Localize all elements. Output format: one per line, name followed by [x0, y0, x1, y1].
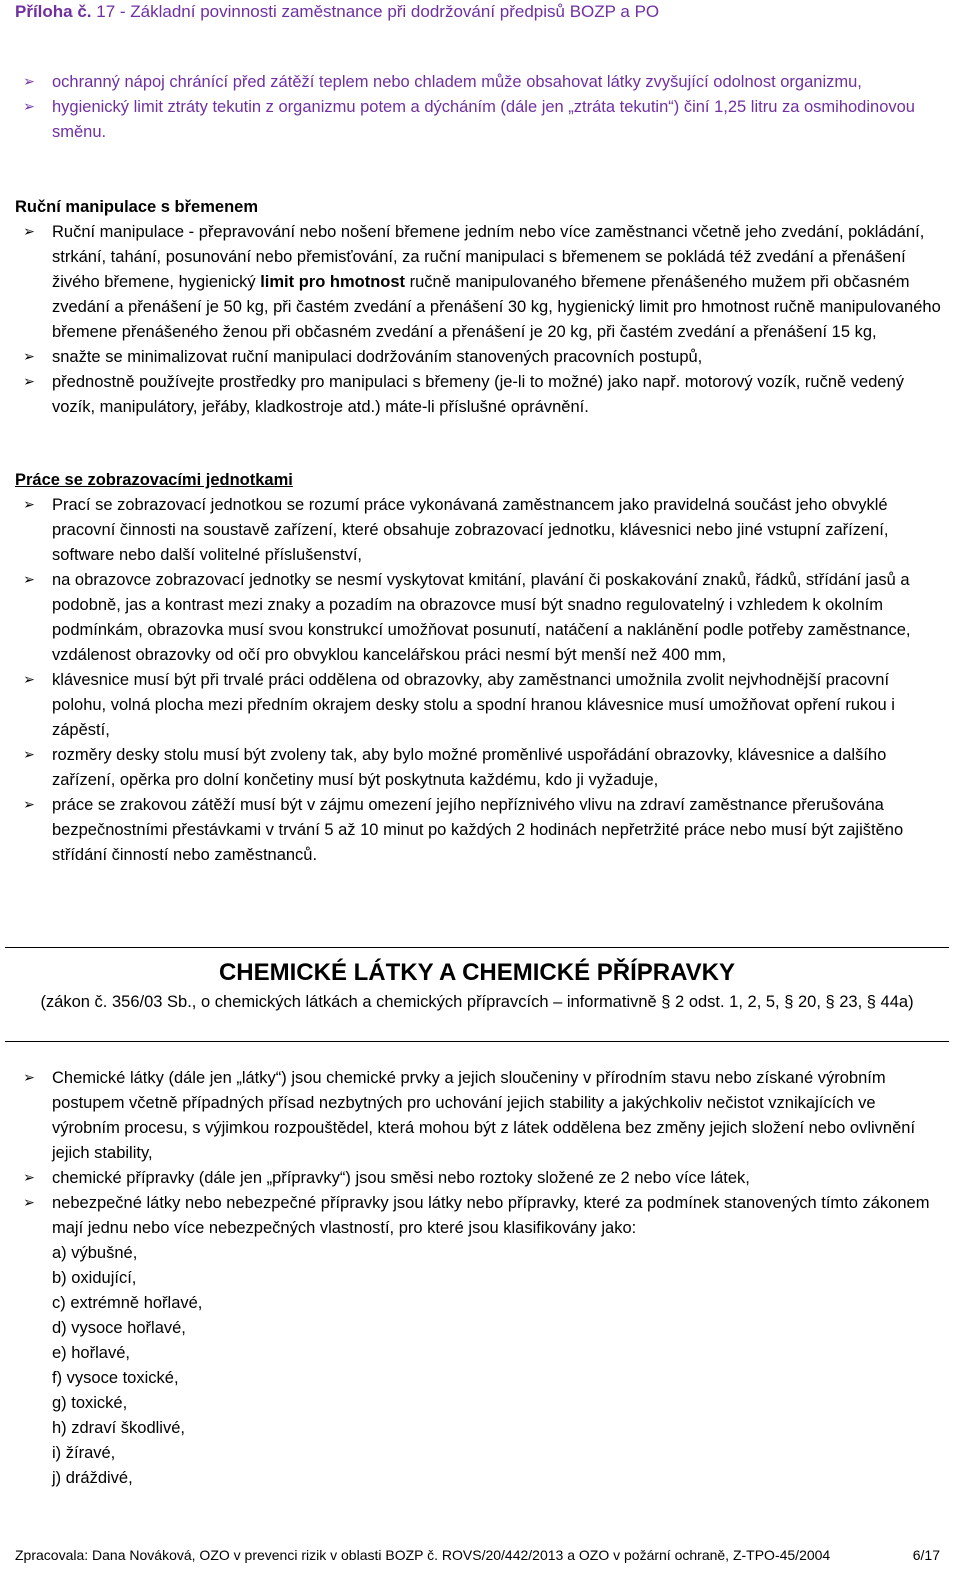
- arrow-bullet-icon: ➢: [23, 349, 35, 365]
- display-units-section: [15, 468, 945, 868]
- list-item: ➢ ochranný nápoj chránící před zátěží teplem nebo chladem může obsahovat látky zvyšující odolnost organizmu,: [15, 70, 945, 95]
- arrow-bullet-icon: ➢: [23, 74, 35, 90]
- list-item: ➢ Prací se zobrazovací jednotkou se rozumí práce vykonávaná zaměstnancem jako pravidelná součást jeho obvyklé pracovní činnosti na soustavě zařízení, které obsahuje zobrazovací jednotku, klávesnici nebo jiné vstupní zařízení, software nebo další volitelné příslušenství,: [15, 493, 945, 568]
- header-title: 17 - Základní povinnosti zaměstnance při dodržování předpisů BOZP a PO: [96, 2, 660, 21]
- classification-item: h) zdraví škodlivé,: [52, 1419, 185, 1437]
- chemicals-title: CHEMICKÉ LÁTKY A CHEMICKÉ PŘÍPRAVKY: [218, 959, 736, 986]
- arrow-bullet-icon: ➢: [23, 1195, 35, 1211]
- section-heading: Ruční manipulace s břemenem: [15, 198, 258, 216]
- list-item: ➢ Chemické látky (dále jen „látky“) jsou chemické prvky a jejich sloučeniny v přírodním stavu nebo získané výrobním postupem včetně případných přísad nezbytných pro uchování jejich stability a jakýchkoliv nečistot vznikajících ve výrobním procesu, s výjimkou rozpouštědel, která mohou být z látek oddělena bez změny jejich složení nebo ovlivnění jejich stability,: [15, 1066, 945, 1166]
- chemicals-title-box: [5, 947, 949, 1042]
- list-item: ➢ práce se zrakovou zátěží musí být v zájmu omezení jejího nepříznivého vlivu na zdraví zaměstnance přerušována bezpečnostními přestávkami v trvání 5 až 10 minut po každých 2 hodinách nepřetržité práce nebo musí být zajištěno střídání činností nebo zaměstnanců.: [15, 793, 945, 868]
- arrow-bullet-icon: ➢: [23, 374, 35, 390]
- list-item: ➢ hygienický limit ztráty tekutin z organizmu potem a dýcháním (dále jen „ztráta tekutin“) činí 1,25 litru za osmihodinovou směnu.: [15, 95, 945, 145]
- classification-list: [15, 1241, 945, 1491]
- top-section: [15, 70, 945, 145]
- classification-item: e) hořlavé,: [52, 1344, 130, 1362]
- list-item: ➢ nebezpečné látky nebo nebezpečné přípravky jsou látky nebo přípravky, které za podmínek stanovených tímto zákonem mají jednu nebo více nebezpečných vlastností, pro které jsou klasifikovány jako:: [15, 1191, 945, 1241]
- classification-item: f) vysoce toxické,: [52, 1369, 179, 1387]
- arrow-bullet-icon: ➢: [23, 572, 35, 588]
- list-item: ➢ snažte se minimalizovat ruční manipulaci dodržováním stanovených pracovních postupů,: [15, 345, 945, 370]
- chemicals-law-reference: (zákon č. 356/03 Sb., o chemických látkách a chemických přípravcích – informativně § 2 odst. 1, 2, 5, § 20, § 23, § 44a): [40, 993, 914, 1011]
- classification-item: a) výbušné,: [52, 1244, 138, 1262]
- classification-item: d) vysoce hořlavé,: [52, 1319, 186, 1337]
- list-item: ➢ na obrazovce zobrazovací jednotky se nesmí vyskytovat kmitání, plavání či poskakování znaků, řádků, střídání jasů a podobně, jas a kontrast mezi znaky a pozadím na obrazovce musí být snadno regulovatelný i vzhledem k okolním podmínkám, obrazovka musí svou konstrukcí umožňovat posunutí, natáčení a naklánění podle potřeby zaměstnance, vzdálenost obrazovky od očí pro obvyklou kancelářskou práci nesmí být menší než 400 mm,: [15, 568, 945, 668]
- arrow-bullet-icon: ➢: [23, 1070, 35, 1086]
- section-heading: Práce se zobrazovacími jednotkami: [15, 471, 293, 489]
- bold-phrase: limit pro hmotnost: [260, 273, 406, 291]
- page-number: 6/17: [912, 1547, 940, 1563]
- list-item: ➢ rozměry desky stolu musí být zvoleny tak, aby bylo možné proměnlivé uspořádání obrazovky, klávesnice a dalšího zařízení, opěrka pro dolní končetiny musí být poskytnuta každému, kdo ji vyžaduje,: [15, 743, 945, 793]
- arrow-bullet-icon: ➢: [23, 747, 35, 763]
- footer-text: Zpracovala: Dana Nováková, OZO v prevenci rizik v oblasti BOZP č. ROVS/20/442/2013 a OZO v požární ochraně, Z-TPO-45/2004: [15, 1547, 831, 1563]
- page-header: [15, 0, 659, 24]
- arrow-bullet-icon: ➢: [23, 1170, 35, 1186]
- list-item: ➢ chemické přípravky (dále jen „přípravky“) jsou směsi nebo roztoky složené ze 2 nebo více látek,: [15, 1166, 945, 1191]
- list-item: ➢ klávesnice musí být při trvalé práci oddělena od obrazovky, aby zaměstnanci umožnila zvolit nejvhodnější pracovní polohu, volná plocha mezi předním okrajem desky stolu a spodní hranou klávesnice musí umožňovat opření rukou i zápěstí,: [15, 668, 945, 743]
- arrow-bullet-icon: ➢: [23, 497, 35, 513]
- classification-item: b) oxidující,: [52, 1269, 137, 1287]
- manual-handling-section: [15, 195, 945, 420]
- page-footer: [15, 1545, 940, 1565]
- arrow-bullet-icon: ➢: [23, 797, 35, 813]
- arrow-bullet-icon: ➢: [23, 672, 35, 688]
- list-item: ➢ Ruční manipulace - přepravování nebo nošení břemene jedním nebo více zaměstnanci včetně jeho zvedání, pokládání, strkání, tahání, posunování nebo přemisťování, za ruční manipulaci s břemenem se pokládá též zvedání a přenášení živého břemene, hygienický limit pro hmotnost ručně manipulovaného břemene přenášeného mužem při občasném zvedání a přenášení je 50 kg, při častém zvedání a přenášení 30 kg, hygienický limit pro hmotnost ručně manipulovaného břemene přenášeného ženou při občasném zvedání a přenášení je 20 kg, při častém zvedání a přenášení 15 kg,: [15, 220, 945, 345]
- classification-item: c) extrémně hořlavé,: [52, 1294, 203, 1312]
- arrow-bullet-icon: ➢: [23, 99, 35, 115]
- classification-item: j) dráždivé,: [52, 1469, 133, 1487]
- list-item: ➢ přednostně používejte prostředky pro manipulaci s břemeny (je-li to možné) jako např. motorový vozík, ručně vedený vozík, manipulátory, jeřáby, kladkostroje atd.) máte-li příslušné oprávnění.: [15, 370, 945, 420]
- classification-item: i) žíravé,: [52, 1444, 116, 1462]
- chemicals-section: [15, 1066, 945, 1491]
- arrow-bullet-icon: ➢: [23, 224, 35, 240]
- classification-item: g) toxické,: [52, 1394, 128, 1412]
- header-prefix: Příloha č.: [15, 2, 92, 21]
